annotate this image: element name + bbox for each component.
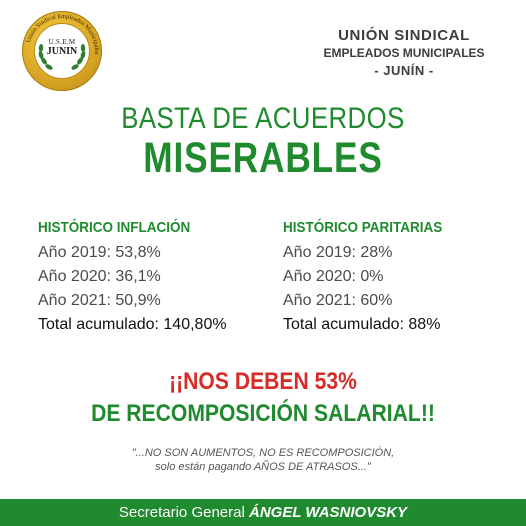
paritarias-column: [283, 218, 503, 337]
inflation-row: Año 2019: 53,8%: [38, 244, 161, 261]
union-logo: [22, 11, 102, 91]
inflation-column: [38, 218, 268, 337]
inflation-row: Año 2021: 50,9%: [38, 292, 161, 309]
headline-line1: BASTA DE ACUERDOS: [121, 102, 405, 135]
footer-name: ÁNGEL WASNIOVSKY: [248, 504, 408, 521]
footer-role: Secretario General: [118, 504, 249, 521]
quote-line2: solo están pagando AÑOS DE ATRASOS...": [155, 461, 371, 473]
quote-line1: "...NO SON AUMENTOS, NO ES RECOMPOSICIÓN,: [131, 447, 395, 459]
paritarias-title: HISTÓRICO PARITARIAS: [283, 219, 443, 236]
quote: [0, 446, 526, 474]
paritarias-row: Año 2019: 28%: [283, 244, 393, 261]
paritarias-total: Total acumulado: 88%: [283, 316, 441, 333]
logo-city: JUNIN: [46, 46, 78, 57]
logo-ring-text: Unión Sindical Empleados Municipales: [25, 12, 101, 55]
paritarias-row: Año 2020: 0%: [283, 268, 384, 285]
footer-bar: [0, 499, 526, 526]
logo-abbrev: U.S.E.M: [48, 38, 76, 46]
org-line3: - JUNÍN -: [374, 63, 434, 78]
org-header: [304, 26, 504, 79]
callout-line2: DE RECOMPOSICIÓN SALARIAL!!: [91, 400, 435, 427]
paritarias-row: Año 2021: 60%: [283, 292, 393, 309]
inflation-title: HISTÓRICO INFLACIÓN: [38, 219, 191, 236]
org-line2: EMPLEADOS MUNICIPALES: [323, 46, 485, 60]
org-line1: UNIÓN SINDICAL: [338, 27, 470, 44]
callout-line1: ¡¡NOS DEBEN 53%: [169, 368, 357, 395]
inflation-total: Total acumulado: 140,80%: [38, 316, 227, 333]
inflation-row: Año 2020: 36,1%: [38, 268, 161, 285]
headline-line2: MISERABLES: [143, 134, 383, 182]
